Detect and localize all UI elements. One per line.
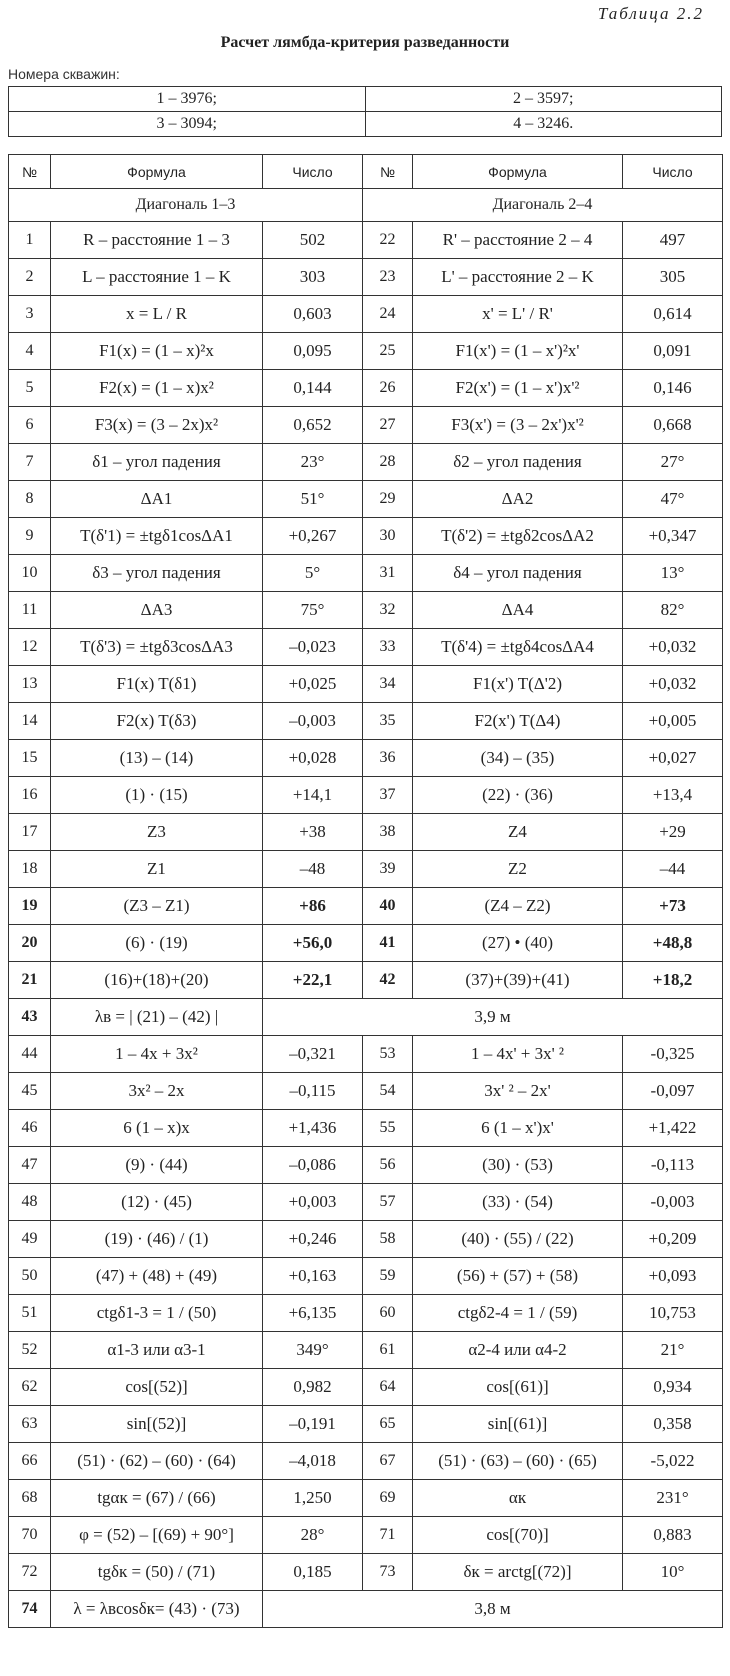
row-value: +14,1	[263, 777, 363, 814]
row-number: 20	[9, 925, 51, 962]
row-formula: F2(x') T(Δ4)	[413, 703, 623, 740]
row-formula: (9) · (44)	[51, 1147, 263, 1184]
table-row	[9, 1369, 723, 1406]
well-cell: 2 – 3597;	[365, 87, 722, 112]
row-formula: ΔA2	[413, 481, 623, 518]
row-formula: F1(x) T(δ1)	[51, 666, 263, 703]
row-value: 75°	[263, 592, 363, 629]
row-value: 10,753	[623, 1295, 723, 1332]
row-value: +48,8	[623, 925, 723, 962]
table-row	[9, 814, 723, 851]
lambda-b-row	[9, 999, 723, 1036]
row-value: +0,163	[263, 1258, 363, 1295]
row-value: –0,191	[263, 1406, 363, 1443]
row-value: –0,321	[263, 1036, 363, 1073]
row-formula: cos[(61)]	[413, 1369, 623, 1406]
row-number: 26	[363, 370, 413, 407]
row-value: 0,144	[263, 370, 363, 407]
row-value: -0,113	[623, 1147, 723, 1184]
row-value: –48	[263, 851, 363, 888]
row-number: 70	[9, 1517, 51, 1554]
row-value: +38	[263, 814, 363, 851]
row-value: 0,668	[623, 407, 723, 444]
row-formula: R' – расстояние 2 – 4	[413, 222, 623, 259]
row-formula: (30) · (53)	[413, 1147, 623, 1184]
row-number: 41	[363, 925, 413, 962]
row-number: 52	[9, 1332, 51, 1369]
row-number: 2	[9, 259, 51, 296]
row-value: -0,097	[623, 1073, 723, 1110]
header-value: Число	[263, 155, 363, 189]
row-number: 38	[363, 814, 413, 851]
row-value: 303	[263, 259, 363, 296]
table-row	[9, 222, 723, 259]
row-value: +0,093	[623, 1258, 723, 1295]
row-formula: 3x' ² – 2x'	[413, 1073, 623, 1110]
row-number: 35	[363, 703, 413, 740]
row-formula: F3(x) = (3 – 2x)x²	[51, 407, 263, 444]
row-formula: (Z3 – Z1)	[51, 888, 263, 925]
table-row	[9, 629, 723, 666]
row-formula: F2(x') = (1 – x')x'²	[413, 370, 623, 407]
row-value: +18,2	[623, 962, 723, 999]
row-formula: tgαк = (67) / (66)	[51, 1480, 263, 1517]
table-row	[9, 666, 723, 703]
row-value: –0,115	[263, 1073, 363, 1110]
row-formula: ΔA4	[413, 592, 623, 629]
row-number: 64	[363, 1369, 413, 1406]
row-formula: 3x² – 2x	[51, 1073, 263, 1110]
row-number: 74	[9, 1591, 51, 1628]
row-number: 65	[363, 1406, 413, 1443]
row-value: 10°	[623, 1554, 723, 1591]
row-number: 6	[9, 407, 51, 444]
row-value: +0,246	[263, 1221, 363, 1258]
row-formula: T(δ'3) = ±tgδ3cosΔA3	[51, 629, 263, 666]
row-number: 23	[363, 259, 413, 296]
row-number: 63	[9, 1406, 51, 1443]
row-formula: α1-3 или α3-1	[51, 1332, 263, 1369]
row-formula: δ3 – угол падения	[51, 555, 263, 592]
row-value: –4,018	[263, 1443, 363, 1480]
row-number: 61	[363, 1332, 413, 1369]
row-number: 4	[9, 333, 51, 370]
table-row	[9, 1406, 723, 1443]
row-value: -0,003	[623, 1184, 723, 1221]
row-value: 27°	[623, 444, 723, 481]
row-value: 51°	[263, 481, 363, 518]
row-value: 21°	[623, 1332, 723, 1369]
row-formula: cos[(70)]	[413, 1517, 623, 1554]
row-formula: λ = λвcosδк= (43) · (73)	[51, 1591, 263, 1628]
row-value: 0,095	[263, 333, 363, 370]
row-formula: α2-4 или α4-2	[413, 1332, 623, 1369]
row-number: 31	[363, 555, 413, 592]
row-number: 56	[363, 1147, 413, 1184]
row-formula: L – расстояние 1 – K	[51, 259, 263, 296]
row-value: +22,1	[263, 962, 363, 999]
row-formula: (47) + (48) + (49)	[51, 1258, 263, 1295]
well-cell: 1 – 3976;	[9, 87, 366, 112]
row-formula: F2(x) T(δ3)	[51, 703, 263, 740]
row-value: 23°	[263, 444, 363, 481]
row-value: 349°	[263, 1332, 363, 1369]
row-formula: δ1 – угол падения	[51, 444, 263, 481]
row-number: 48	[9, 1184, 51, 1221]
table-row	[9, 777, 723, 814]
row-number: 12	[9, 629, 51, 666]
row-formula: (27) • (40)	[413, 925, 623, 962]
row-value: -0,325	[623, 1036, 723, 1073]
row-formula: ΔA1	[51, 481, 263, 518]
row-value: +73	[623, 888, 723, 925]
diagonal-row	[9, 189, 723, 222]
header-num: №	[363, 155, 413, 189]
row-formula: (34) – (35)	[413, 740, 623, 777]
row-number: 51	[9, 1295, 51, 1332]
row-number: 33	[363, 629, 413, 666]
row-formula: δк = arctg[(72)]	[413, 1554, 623, 1591]
table-row	[9, 1221, 723, 1258]
row-value: +0,267	[263, 518, 363, 555]
row-number: 24	[363, 296, 413, 333]
row-formula: T(δ'2) = ±tgδ2cosΔA2	[413, 518, 623, 555]
row-value: 0,934	[623, 1369, 723, 1406]
row-number: 3	[9, 296, 51, 333]
row-value: 0,883	[623, 1517, 723, 1554]
row-value: +0,032	[623, 629, 723, 666]
table-row	[9, 555, 723, 592]
row-number: 57	[363, 1184, 413, 1221]
well-cell: 3 – 3094;	[9, 112, 366, 137]
row-formula: Z2	[413, 851, 623, 888]
row-number: 45	[9, 1073, 51, 1110]
row-number: 21	[9, 962, 51, 999]
header-formula: Формула	[51, 155, 263, 189]
row-number: 50	[9, 1258, 51, 1295]
row-formula: (1) · (15)	[51, 777, 263, 814]
row-formula: δ2 – угол падения	[413, 444, 623, 481]
row-number: 55	[363, 1110, 413, 1147]
row-number: 40	[363, 888, 413, 925]
well-cell: 4 – 3246.	[365, 112, 722, 137]
table-row	[9, 962, 723, 999]
table-row	[9, 888, 723, 925]
row-formula: F3(x') = (3 – 2x')x'²	[413, 407, 623, 444]
row-number: 29	[363, 481, 413, 518]
row-value: +0,032	[623, 666, 723, 703]
row-number: 13	[9, 666, 51, 703]
row-value: 0,982	[263, 1369, 363, 1406]
row-value: –44	[623, 851, 723, 888]
table-row	[9, 1147, 723, 1184]
table-title: Расчет лямбда-критерия разведанности	[220, 34, 510, 51]
table-row	[9, 1036, 723, 1073]
row-formula: (33) · (54)	[413, 1184, 623, 1221]
table-row	[9, 1554, 723, 1591]
row-formula: (37)+(39)+(41)	[413, 962, 623, 999]
row-formula: T(δ'4) = ±tgδ4cosΔA4	[413, 629, 623, 666]
row-formula: (51) · (63) – (60) · (65)	[413, 1443, 623, 1480]
row-number: 62	[9, 1369, 51, 1406]
row-formula: (16)+(18)+(20)	[51, 962, 263, 999]
row-formula: (13) – (14)	[51, 740, 263, 777]
row-formula: 1 – 4x' + 3x' ²	[413, 1036, 623, 1073]
table-row	[9, 296, 723, 333]
row-formula: x' = L' / R'	[413, 296, 623, 333]
table-row	[9, 703, 723, 740]
row-number: 39	[363, 851, 413, 888]
table-row	[9, 518, 723, 555]
row-number: 47	[9, 1147, 51, 1184]
lambda-row	[9, 1591, 723, 1628]
row-value: 305	[623, 259, 723, 296]
table-row	[9, 370, 723, 407]
row-formula: tgδк = (50) / (71)	[51, 1554, 263, 1591]
row-number: 59	[363, 1258, 413, 1295]
row-value: 0,146	[623, 370, 723, 407]
row-number: 18	[9, 851, 51, 888]
row-formula: Z3	[51, 814, 263, 851]
row-value: 0,652	[263, 407, 363, 444]
row-formula: (56) + (57) + (58)	[413, 1258, 623, 1295]
row-number: 60	[363, 1295, 413, 1332]
row-value: -5,022	[623, 1443, 723, 1480]
row-number: 58	[363, 1221, 413, 1258]
wells-label: Номера скважин:	[8, 66, 120, 82]
row-value: 0,614	[623, 296, 723, 333]
table-row	[9, 851, 723, 888]
row-value: 13°	[623, 555, 723, 592]
row-number: 9	[9, 518, 51, 555]
row-value: +0,209	[623, 1221, 723, 1258]
row-formula: F1(x') = (1 – x')²x'	[413, 333, 623, 370]
table-row	[9, 444, 723, 481]
table-row	[9, 1184, 723, 1221]
row-value: 231°	[623, 1480, 723, 1517]
row-value: 3,8 м	[263, 1591, 723, 1628]
row-value: +56,0	[263, 925, 363, 962]
table-header-row	[9, 155, 723, 189]
row-value: 0,358	[623, 1406, 723, 1443]
row-value: 28°	[263, 1517, 363, 1554]
row-value: +6,135	[263, 1295, 363, 1332]
wells-table	[8, 86, 722, 137]
row-number: 34	[363, 666, 413, 703]
row-formula: F2(x) = (1 – x)x²	[51, 370, 263, 407]
table-row	[9, 1332, 723, 1369]
row-number: 54	[363, 1073, 413, 1110]
table-row	[9, 1517, 723, 1554]
row-number: 72	[9, 1554, 51, 1591]
row-number: 15	[9, 740, 51, 777]
row-number: 14	[9, 703, 51, 740]
row-formula: (22) · (36)	[413, 777, 623, 814]
row-value: +13,4	[623, 777, 723, 814]
table-row	[9, 925, 723, 962]
row-formula: sin[(52)]	[51, 1406, 263, 1443]
row-number: 66	[9, 1443, 51, 1480]
row-value: +1,422	[623, 1110, 723, 1147]
row-value: +0,028	[263, 740, 363, 777]
table-row	[9, 1480, 723, 1517]
table-row	[9, 1110, 723, 1147]
row-value: +29	[623, 814, 723, 851]
row-value: +1,436	[263, 1110, 363, 1147]
row-number: 73	[363, 1554, 413, 1591]
row-formula: 6 (1 – x')x'	[413, 1110, 623, 1147]
row-number: 25	[363, 333, 413, 370]
row-value: –0,003	[263, 703, 363, 740]
row-formula: cos[(52)]	[51, 1369, 263, 1406]
row-formula: x = L / R	[51, 296, 263, 333]
row-value: 502	[263, 222, 363, 259]
row-value: 0,603	[263, 296, 363, 333]
row-number: 53	[363, 1036, 413, 1073]
row-formula: Z4	[413, 814, 623, 851]
row-value: 1,250	[263, 1480, 363, 1517]
row-number: 36	[363, 740, 413, 777]
row-value: –0,023	[263, 629, 363, 666]
row-value: 0,091	[623, 333, 723, 370]
row-formula: L' – расстояние 2 – K	[413, 259, 623, 296]
diagonal-left-label: Диагональ 1–3	[9, 189, 363, 222]
row-number: 19	[9, 888, 51, 925]
row-formula: αк	[413, 1480, 623, 1517]
row-value: 3,9 м	[263, 999, 723, 1036]
row-number: 11	[9, 592, 51, 629]
row-number: 43	[9, 999, 51, 1036]
row-value: +0,027	[623, 740, 723, 777]
header-value: Число	[623, 155, 723, 189]
header-num: №	[9, 155, 51, 189]
row-number: 27	[363, 407, 413, 444]
table-row	[9, 481, 723, 518]
row-formula: φ = (52) – [(69) + 90°]	[51, 1517, 263, 1554]
row-number: 67	[363, 1443, 413, 1480]
row-number: 32	[363, 592, 413, 629]
row-formula: 6 (1 – x)x	[51, 1110, 263, 1147]
row-formula: sin[(61)]	[413, 1406, 623, 1443]
row-formula: F1(x') T(Δ'2)	[413, 666, 623, 703]
row-formula: 1 – 4x + 3x²	[51, 1036, 263, 1073]
row-number: 1	[9, 222, 51, 259]
row-formula: T(δ'1) = ±tgδ1cosΔA1	[51, 518, 263, 555]
row-number: 28	[363, 444, 413, 481]
table-row	[9, 333, 723, 370]
row-number: 22	[363, 222, 413, 259]
row-number: 68	[9, 1480, 51, 1517]
table-row	[9, 1295, 723, 1332]
row-formula: ctgδ2-4 = 1 / (59)	[413, 1295, 623, 1332]
row-formula: (40) · (55) / (22)	[413, 1221, 623, 1258]
row-value: 82°	[623, 592, 723, 629]
row-formula: Z1	[51, 851, 263, 888]
row-number: 8	[9, 481, 51, 518]
row-formula: (Z4 – Z2)	[413, 888, 623, 925]
row-number: 71	[363, 1517, 413, 1554]
row-formula: (51) · (62) – (60) · (64)	[51, 1443, 263, 1480]
table-row	[9, 1073, 723, 1110]
row-value: +0,003	[263, 1184, 363, 1221]
row-formula: λв = | (21) – (42) |	[51, 999, 263, 1036]
row-number: 16	[9, 777, 51, 814]
wells-row	[9, 112, 722, 137]
row-value: 497	[623, 222, 723, 259]
row-value: –0,086	[263, 1147, 363, 1184]
row-number: 10	[9, 555, 51, 592]
row-value: 0,185	[263, 1554, 363, 1591]
row-value: +0,025	[263, 666, 363, 703]
table-row	[9, 407, 723, 444]
row-number: 46	[9, 1110, 51, 1147]
wells-row	[9, 87, 722, 112]
row-number: 37	[363, 777, 413, 814]
row-number: 44	[9, 1036, 51, 1073]
table-row	[9, 259, 723, 296]
calculation-table	[8, 154, 723, 1628]
diagonal-right-label: Диагональ 2–4	[363, 189, 723, 222]
row-number: 5	[9, 370, 51, 407]
row-number: 49	[9, 1221, 51, 1258]
row-value: 47°	[623, 481, 723, 518]
row-number: 42	[363, 962, 413, 999]
table-number: Таблица 2.2	[597, 4, 704, 23]
table-row	[9, 592, 723, 629]
row-formula: (19) · (46) / (1)	[51, 1221, 263, 1258]
table-row	[9, 1258, 723, 1295]
row-formula: R – расстояние 1 – 3	[51, 222, 263, 259]
row-formula: δ4 – угол падения	[413, 555, 623, 592]
row-formula: (6) · (19)	[51, 925, 263, 962]
row-formula: ctgδ1-3 = 1 / (50)	[51, 1295, 263, 1332]
row-formula: F1(x) = (1 – x)²x	[51, 333, 263, 370]
row-formula: (12) · (45)	[51, 1184, 263, 1221]
row-value: +0,005	[623, 703, 723, 740]
row-number: 17	[9, 814, 51, 851]
row-value: +86	[263, 888, 363, 925]
row-formula: ΔA3	[51, 592, 263, 629]
row-number: 7	[9, 444, 51, 481]
row-value: +0,347	[623, 518, 723, 555]
table-row	[9, 740, 723, 777]
row-number: 30	[363, 518, 413, 555]
table-row	[9, 1443, 723, 1480]
row-number: 69	[363, 1480, 413, 1517]
header-formula: Формула	[413, 155, 623, 189]
row-value: 5°	[263, 555, 363, 592]
